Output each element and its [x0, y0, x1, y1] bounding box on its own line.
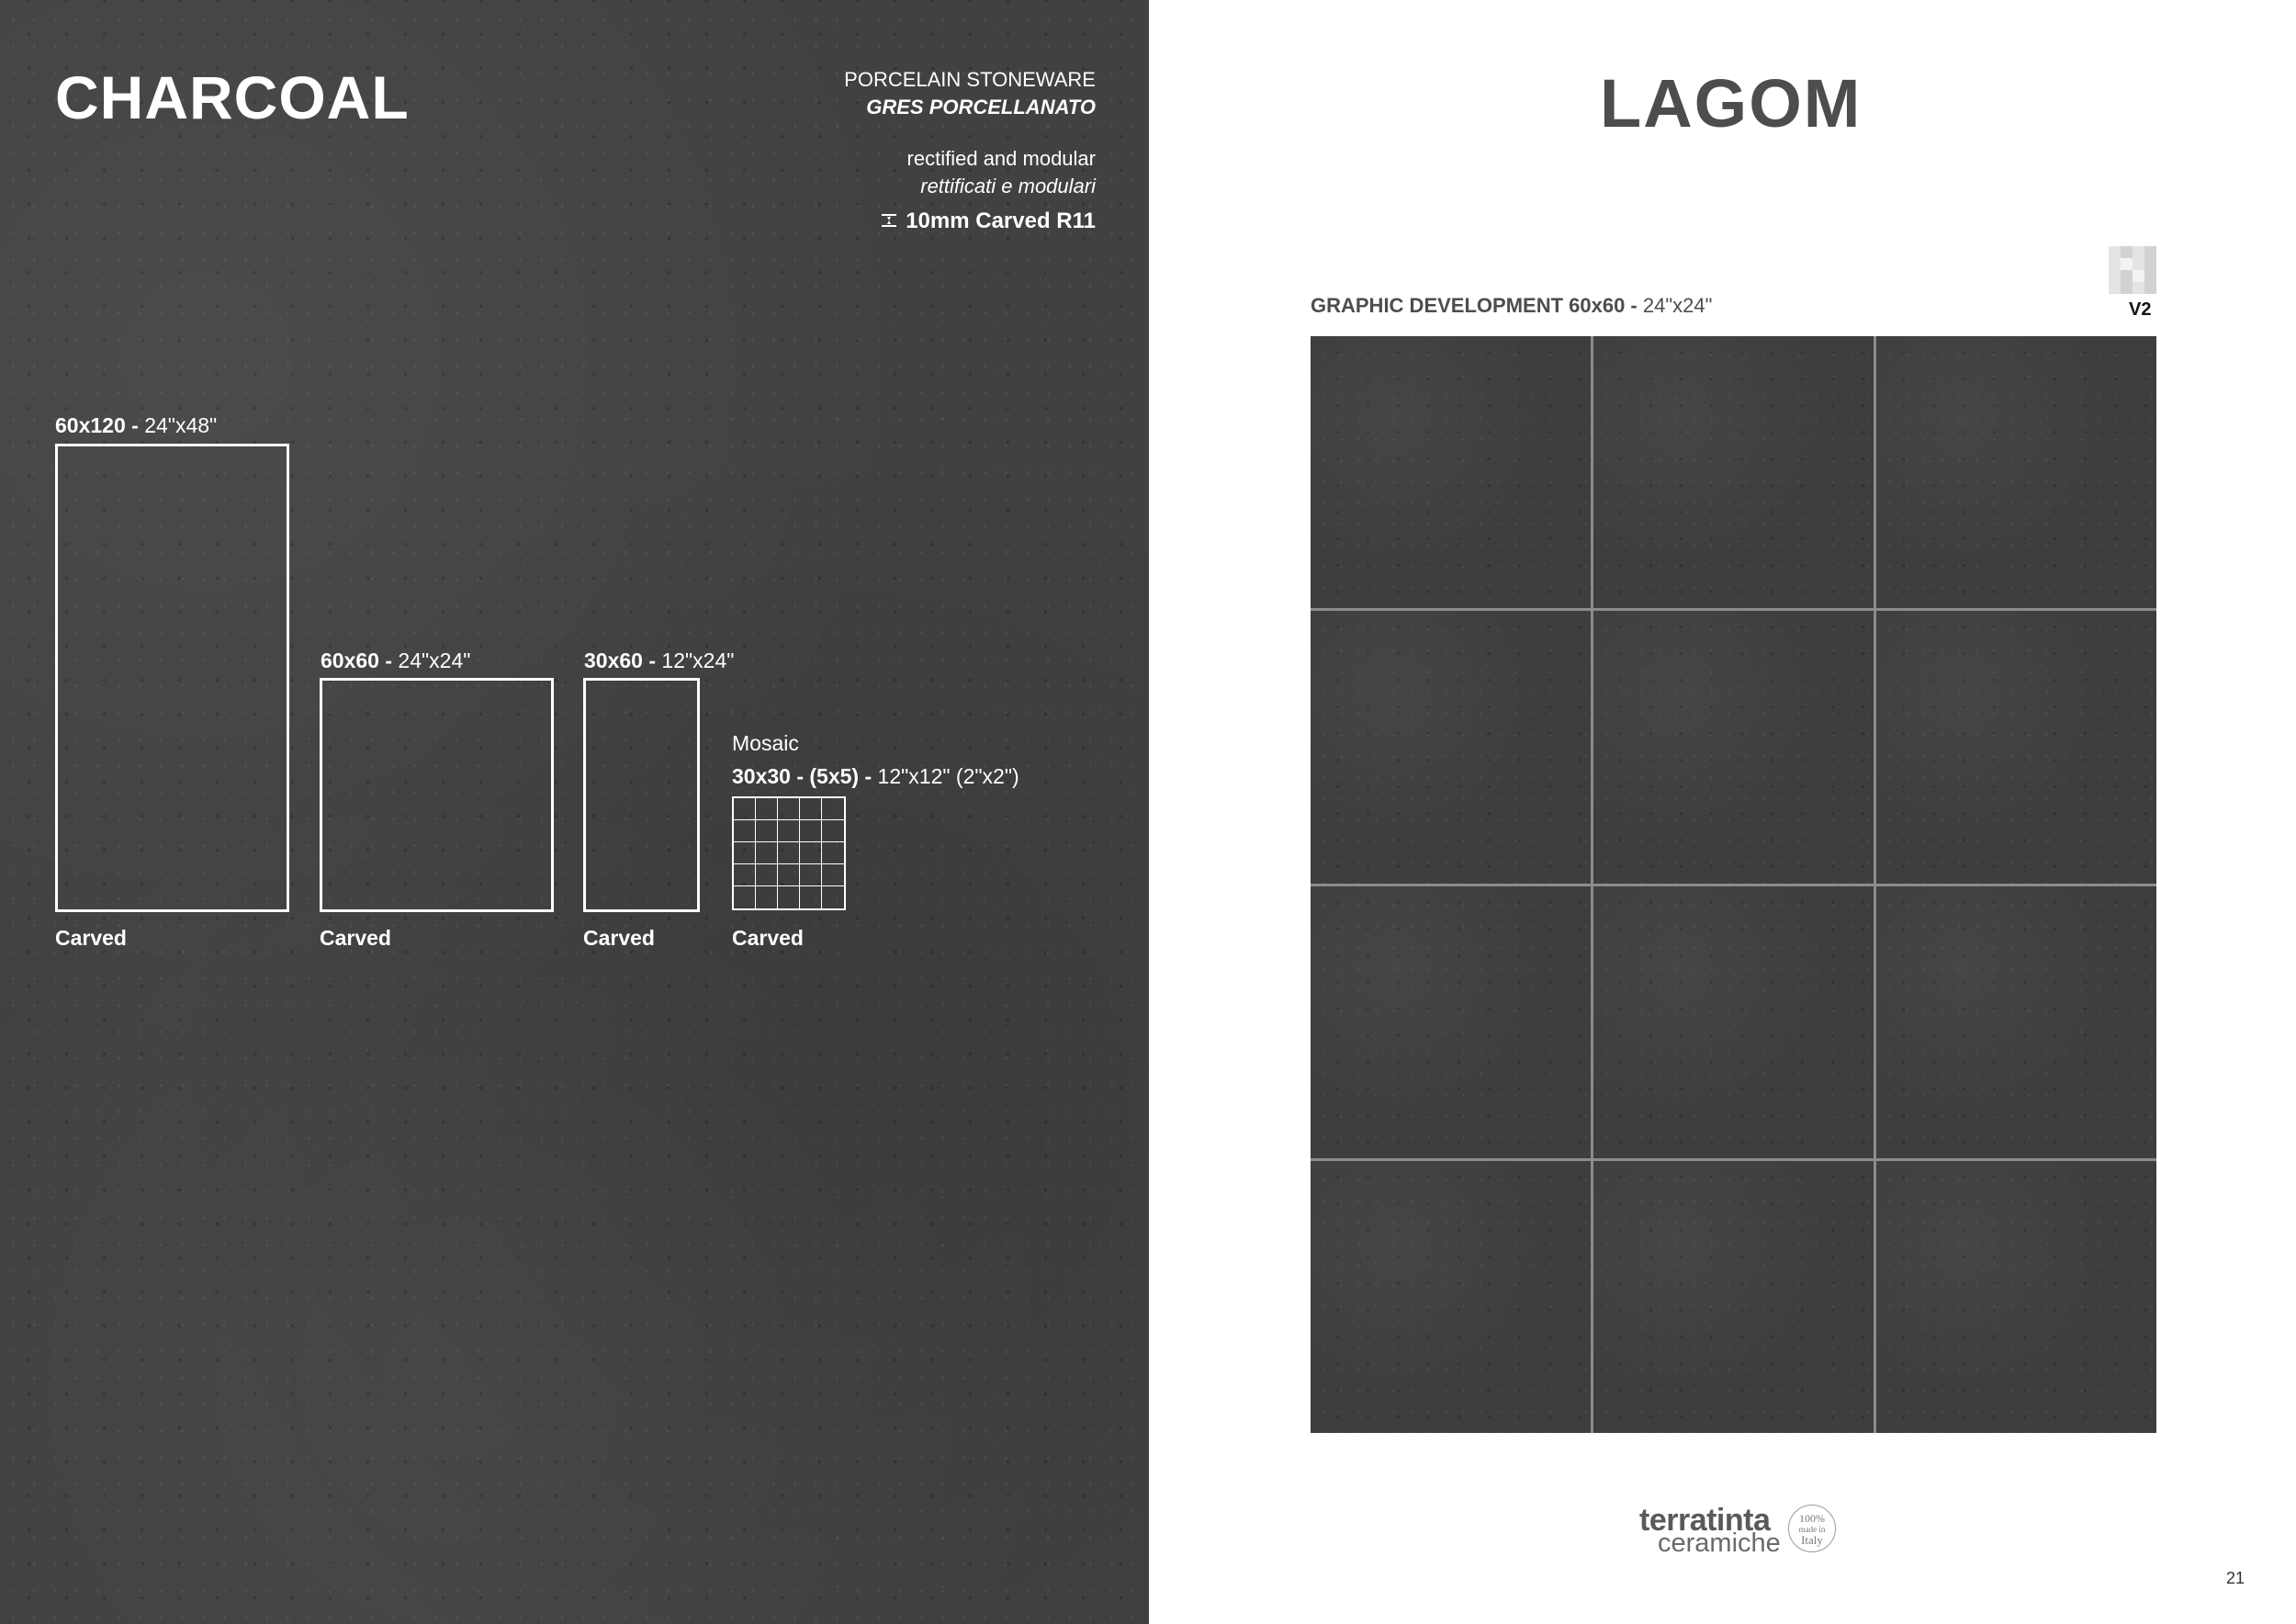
tile	[1311, 1161, 1591, 1433]
logo-wordmark: terratinta	[1639, 1503, 1771, 1538]
tile	[1876, 336, 2156, 608]
tile-outline-60x120	[55, 444, 289, 912]
format-size: 60x60	[321, 648, 379, 672]
material-en: PORCELAIN STONEWARE	[844, 68, 1096, 91]
tile	[1593, 886, 1874, 1158]
tile	[1876, 886, 2156, 1158]
format-inches: 24"x48"	[144, 413, 218, 437]
graphic-title-text: GRAPHIC DEVELOPMENT 60x60	[1311, 294, 1626, 317]
format-size: 60x120	[55, 413, 126, 437]
tile-outline-30x60	[583, 678, 700, 912]
format-separator: -	[859, 764, 878, 788]
tile	[1593, 336, 1874, 608]
logo-subword: ceramiche	[1658, 1528, 1781, 1558]
format-separator: -	[125, 413, 145, 437]
spec-block	[581, 66, 1096, 235]
format-label-60x120	[55, 413, 217, 438]
format-inches: 12"x12" (2"x2")	[877, 764, 1019, 788]
graphic-title-separator: -	[1625, 294, 1643, 317]
tile	[1876, 1161, 2156, 1433]
thickness-text: 10mm Carved R11	[906, 209, 1096, 233]
page-number: 21	[2226, 1569, 2245, 1587]
made-in-italy-badge	[1788, 1505, 1836, 1552]
brand-logo	[1639, 1503, 1841, 1558]
finish-label-60x60: Carved	[320, 926, 391, 950]
badge-percent: 100%	[1799, 1512, 1825, 1525]
format-size: 30x60	[584, 648, 643, 672]
variation-label: V2	[2129, 299, 2152, 320]
format-label-mosaic	[732, 764, 1019, 789]
graphic-title-inches: 24"x24"	[1642, 294, 1713, 317]
format-separator: -	[378, 648, 399, 672]
mosaic-grid-outline	[732, 796, 846, 910]
format-label-60x60	[321, 648, 470, 673]
finish-en: rectified and modular	[906, 147, 1096, 170]
graphic-development-tile-grid	[1311, 336, 2156, 1433]
format-inches: 24"x24"	[398, 648, 471, 672]
graphic-development-title	[1311, 294, 1712, 318]
thickness-spec	[581, 208, 1096, 235]
color-name-title: CHARCOAL	[55, 63, 410, 131]
format-inches: 12"x24"	[661, 648, 735, 672]
tile-variation-icon	[2109, 246, 2156, 294]
mosaic-type-label: Mosaic	[732, 731, 799, 755]
tile	[1311, 611, 1591, 883]
tile	[1593, 611, 1874, 883]
material-it: GRES PORCELLANATO	[866, 96, 1096, 118]
tile	[1876, 611, 2156, 883]
thickness-icon	[882, 214, 896, 227]
tile	[1311, 336, 1591, 608]
badge-italy: Italy	[1801, 1533, 1823, 1547]
tile-outline-60x60	[320, 678, 554, 912]
format-label-30x60	[584, 648, 734, 673]
badge-made-in: made in	[1798, 1525, 1826, 1534]
format-separator: -	[642, 648, 662, 672]
finish-label-30x60: Carved	[583, 926, 655, 950]
tile	[1593, 1161, 1874, 1433]
finish-label-60x120: Carved	[55, 926, 127, 950]
finish-it: rettificati e modulari	[920, 175, 1096, 197]
collection-title: LAGOM	[1600, 65, 1863, 141]
tile	[1311, 886, 1591, 1158]
finish-label-mosaic: Carved	[732, 926, 804, 950]
format-size: 30x30 - (5x5)	[732, 764, 860, 788]
